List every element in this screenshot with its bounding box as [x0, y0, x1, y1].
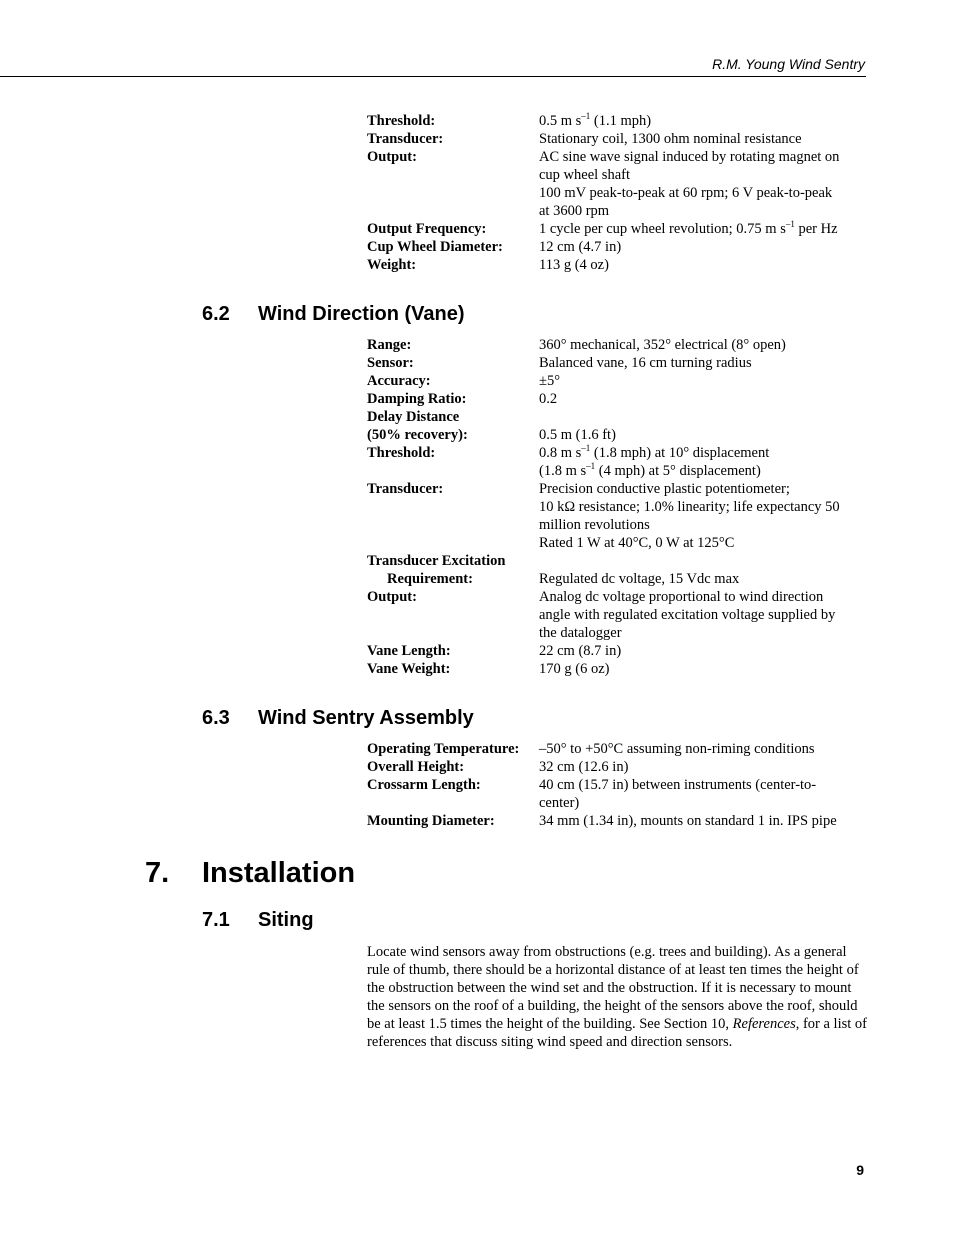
spec-label: Range: [367, 337, 412, 353]
spec-row [367, 336, 869, 354]
spec-table-wind-direction [367, 336, 869, 678]
section-heading-7-1 [202, 909, 314, 932]
spec-row [367, 372, 869, 390]
spec-label: Delay Distance [367, 409, 460, 425]
spec-value [539, 112, 869, 130]
spec-value [539, 480, 869, 552]
section-title: Wind Direction (Vane) [258, 303, 465, 325]
spec-label: Overall Height: [367, 759, 465, 775]
spec-label: Threshold: [367, 445, 436, 461]
spec-label: Output: [367, 149, 417, 165]
spec-label: Sensor: [367, 355, 414, 371]
spec-value-line: ±5° [539, 373, 561, 389]
spec-value-line: 113 g (4 oz) [539, 257, 609, 273]
spec-value-line: (1.8 m $s^{-1}$ (4 mph) at 5° displacement) [539, 461, 761, 479]
spec-row [367, 112, 869, 130]
spec-row [367, 444, 869, 480]
spec-label: Vane Length: [367, 643, 451, 659]
spec-value-line: 0.2 [539, 391, 558, 407]
siting-text: Locate wind sensors away from obstructions (e.g. trees and building). As a general rule of thumb, there should be a horizontal distance of at least ten times the height of the obstruction between the wind set and the obstruction. If it is necessary to mount the sensors on the roof of a building, the height of the sensors above the roof, should be at least 1.5 times the height of the building. See Section 10, [367, 944, 859, 1032]
spec-label: Mounting Diameter: [367, 813, 495, 829]
spec-value [539, 238, 869, 256]
header-rule [0, 76, 866, 77]
spec-row [367, 238, 869, 256]
spec-value [539, 570, 869, 588]
spec-row [367, 570, 869, 588]
spec-label: Cup Wheel Diameter: [367, 239, 503, 255]
spec-row [367, 148, 869, 220]
spec-value [539, 758, 869, 776]
spec-value-line: center) [539, 795, 580, 811]
spec-value-line: 360° mechanical, 352° electrical (8° open) [539, 337, 786, 353]
chapter-heading-7 [145, 857, 355, 890]
spec-row [367, 390, 869, 408]
section-number: 6.2 [202, 303, 230, 325]
spec-row [367, 220, 869, 238]
spec-value [539, 336, 869, 354]
spec-row [367, 812, 869, 830]
spec-value-line: 34 mm (1.34 in), mounts on standard 1 in. IPS pipe [539, 813, 837, 829]
spec-label: Crossarm Length: [367, 777, 481, 793]
spec-value-line: Balanced vane, 16 cm turning radius [539, 355, 752, 371]
section-number: 6.3 [202, 707, 230, 729]
superscript: –1 [785, 219, 795, 229]
section-heading-6-3 [202, 707, 474, 730]
spec-row [367, 758, 869, 776]
spec-row [367, 588, 869, 642]
spec-value-line: 0.5 m $s^{-1}$ (1.1 mph) [539, 111, 652, 129]
spec-row [367, 408, 869, 426]
spec-row [367, 130, 869, 148]
spec-value-line: 12 cm (4.7 in) [539, 239, 622, 255]
spec-label: Weight: [367, 257, 417, 273]
spec-row [367, 256, 869, 274]
spec-value-line: at 3600 rpm [539, 203, 610, 219]
spec-label: Vane Weight: [367, 661, 451, 677]
spec-label: Accuracy: [367, 373, 431, 389]
spec-label: Requirement: [387, 571, 473, 587]
spec-value-line: 40 cm (15.7 in) between instruments (center-to- [539, 777, 817, 793]
spec-row [367, 426, 869, 444]
section-heading-6-2 [202, 303, 465, 326]
spec-label: Damping Ratio: [367, 391, 467, 407]
spec-value [539, 812, 869, 830]
spec-label: Output Frequency: [367, 221, 487, 237]
spec-row [367, 776, 869, 812]
spec-value-line: –50° to +50°C assuming non-riming conditions [539, 741, 815, 757]
spec-value [539, 220, 869, 238]
spec-value-line [539, 408, 869, 426]
spec-value [539, 552, 869, 570]
spec-value-line: 0.5 m (1.6 ft) [539, 427, 616, 443]
page-number: 9 [856, 1162, 864, 1178]
spec-label: Output: [367, 589, 417, 605]
chapter-title: Installation [202, 857, 356, 889]
spec-value [539, 444, 869, 480]
spec-row [367, 354, 869, 372]
spec-value-line: 10 kΩ resistance; 1.0% linearity; life expectancy 50 [539, 499, 840, 515]
spec-label: Threshold: [367, 113, 436, 129]
spec-value [539, 660, 869, 678]
spec-value [539, 426, 869, 444]
siting-text-end: , for a list of references that discuss siting wind speed and direction sensors. [367, 1016, 867, 1050]
spec-value [539, 740, 869, 758]
spec-value [539, 372, 869, 390]
spec-value-line [539, 552, 869, 570]
spec-label: Transducer: [367, 131, 444, 147]
spec-value-line: 100 mV peak-to-peak at 60 rpm; 6 V peak-to-peak [539, 185, 833, 201]
page-header-title: R.M. Young Wind Sentry [712, 56, 865, 72]
superscript: –1 [581, 111, 591, 121]
spec-label: Transducer: [367, 481, 444, 497]
spec-label: (50% recovery): [367, 427, 468, 443]
section-number: 7.1 [202, 909, 230, 931]
spec-value-line: 1 cycle per cup wheel revolution; 0.75 m $s^{-1}$ per Hz [539, 219, 838, 237]
superscript: –1 [586, 461, 596, 471]
spec-value-line: Rated 1 W at 40°C, 0 W at 125°C [539, 535, 735, 551]
spec-label: Transducer Excitation [367, 553, 506, 569]
spec-value [539, 256, 869, 274]
spec-row [367, 552, 869, 570]
spec-value-line: the datalogger [539, 625, 622, 641]
spec-value-line: cup wheel shaft [539, 167, 630, 183]
spec-value-line: 22 cm (8.7 in) [539, 643, 622, 659]
spec-row [367, 660, 869, 678]
spec-value-line: angle with regulated excitation voltage supplied by [539, 607, 836, 623]
spec-table-assembly [367, 740, 869, 830]
spec-value-line: Analog dc voltage proportional to wind direction [539, 589, 824, 605]
references-link-text: References [732, 1016, 796, 1032]
spec-value [539, 776, 869, 812]
spec-value-line: AC sine wave signal induced by rotating magnet on [539, 149, 840, 165]
superscript: –1 [581, 443, 591, 453]
spec-value-line: 32 cm (12.6 in) [539, 759, 629, 775]
chapter-number: 7. [145, 857, 170, 889]
spec-value [539, 390, 869, 408]
spec-value-line: Stationary coil, 1300 ohm nominal resistance [539, 131, 802, 147]
spec-value-line: Regulated dc voltage, 15 Vdc max [539, 571, 740, 587]
spec-row [367, 642, 869, 660]
section-title: Siting [258, 909, 314, 931]
spec-value [539, 588, 869, 642]
section-title: Wind Sentry Assembly [258, 707, 474, 729]
spec-value-line: 170 g (6 oz) [539, 661, 610, 677]
spec-value-line: 0.8 m $s^{-1}$ (1.8 mph) at 10° displacement [539, 443, 770, 461]
spec-value [539, 130, 869, 148]
spec-value-line: Precision conductive plastic potentiometer; [539, 481, 790, 497]
spec-value [539, 148, 869, 220]
siting-paragraph [367, 943, 867, 1051]
spec-value [539, 408, 869, 426]
spec-row [367, 740, 869, 758]
spec-label: Operating Temperature: [367, 741, 520, 757]
spec-row [367, 480, 869, 552]
spec-value [539, 354, 869, 372]
spec-table-wind-speed [367, 112, 869, 274]
spec-value [539, 642, 869, 660]
spec-value-line: million revolutions [539, 517, 650, 533]
